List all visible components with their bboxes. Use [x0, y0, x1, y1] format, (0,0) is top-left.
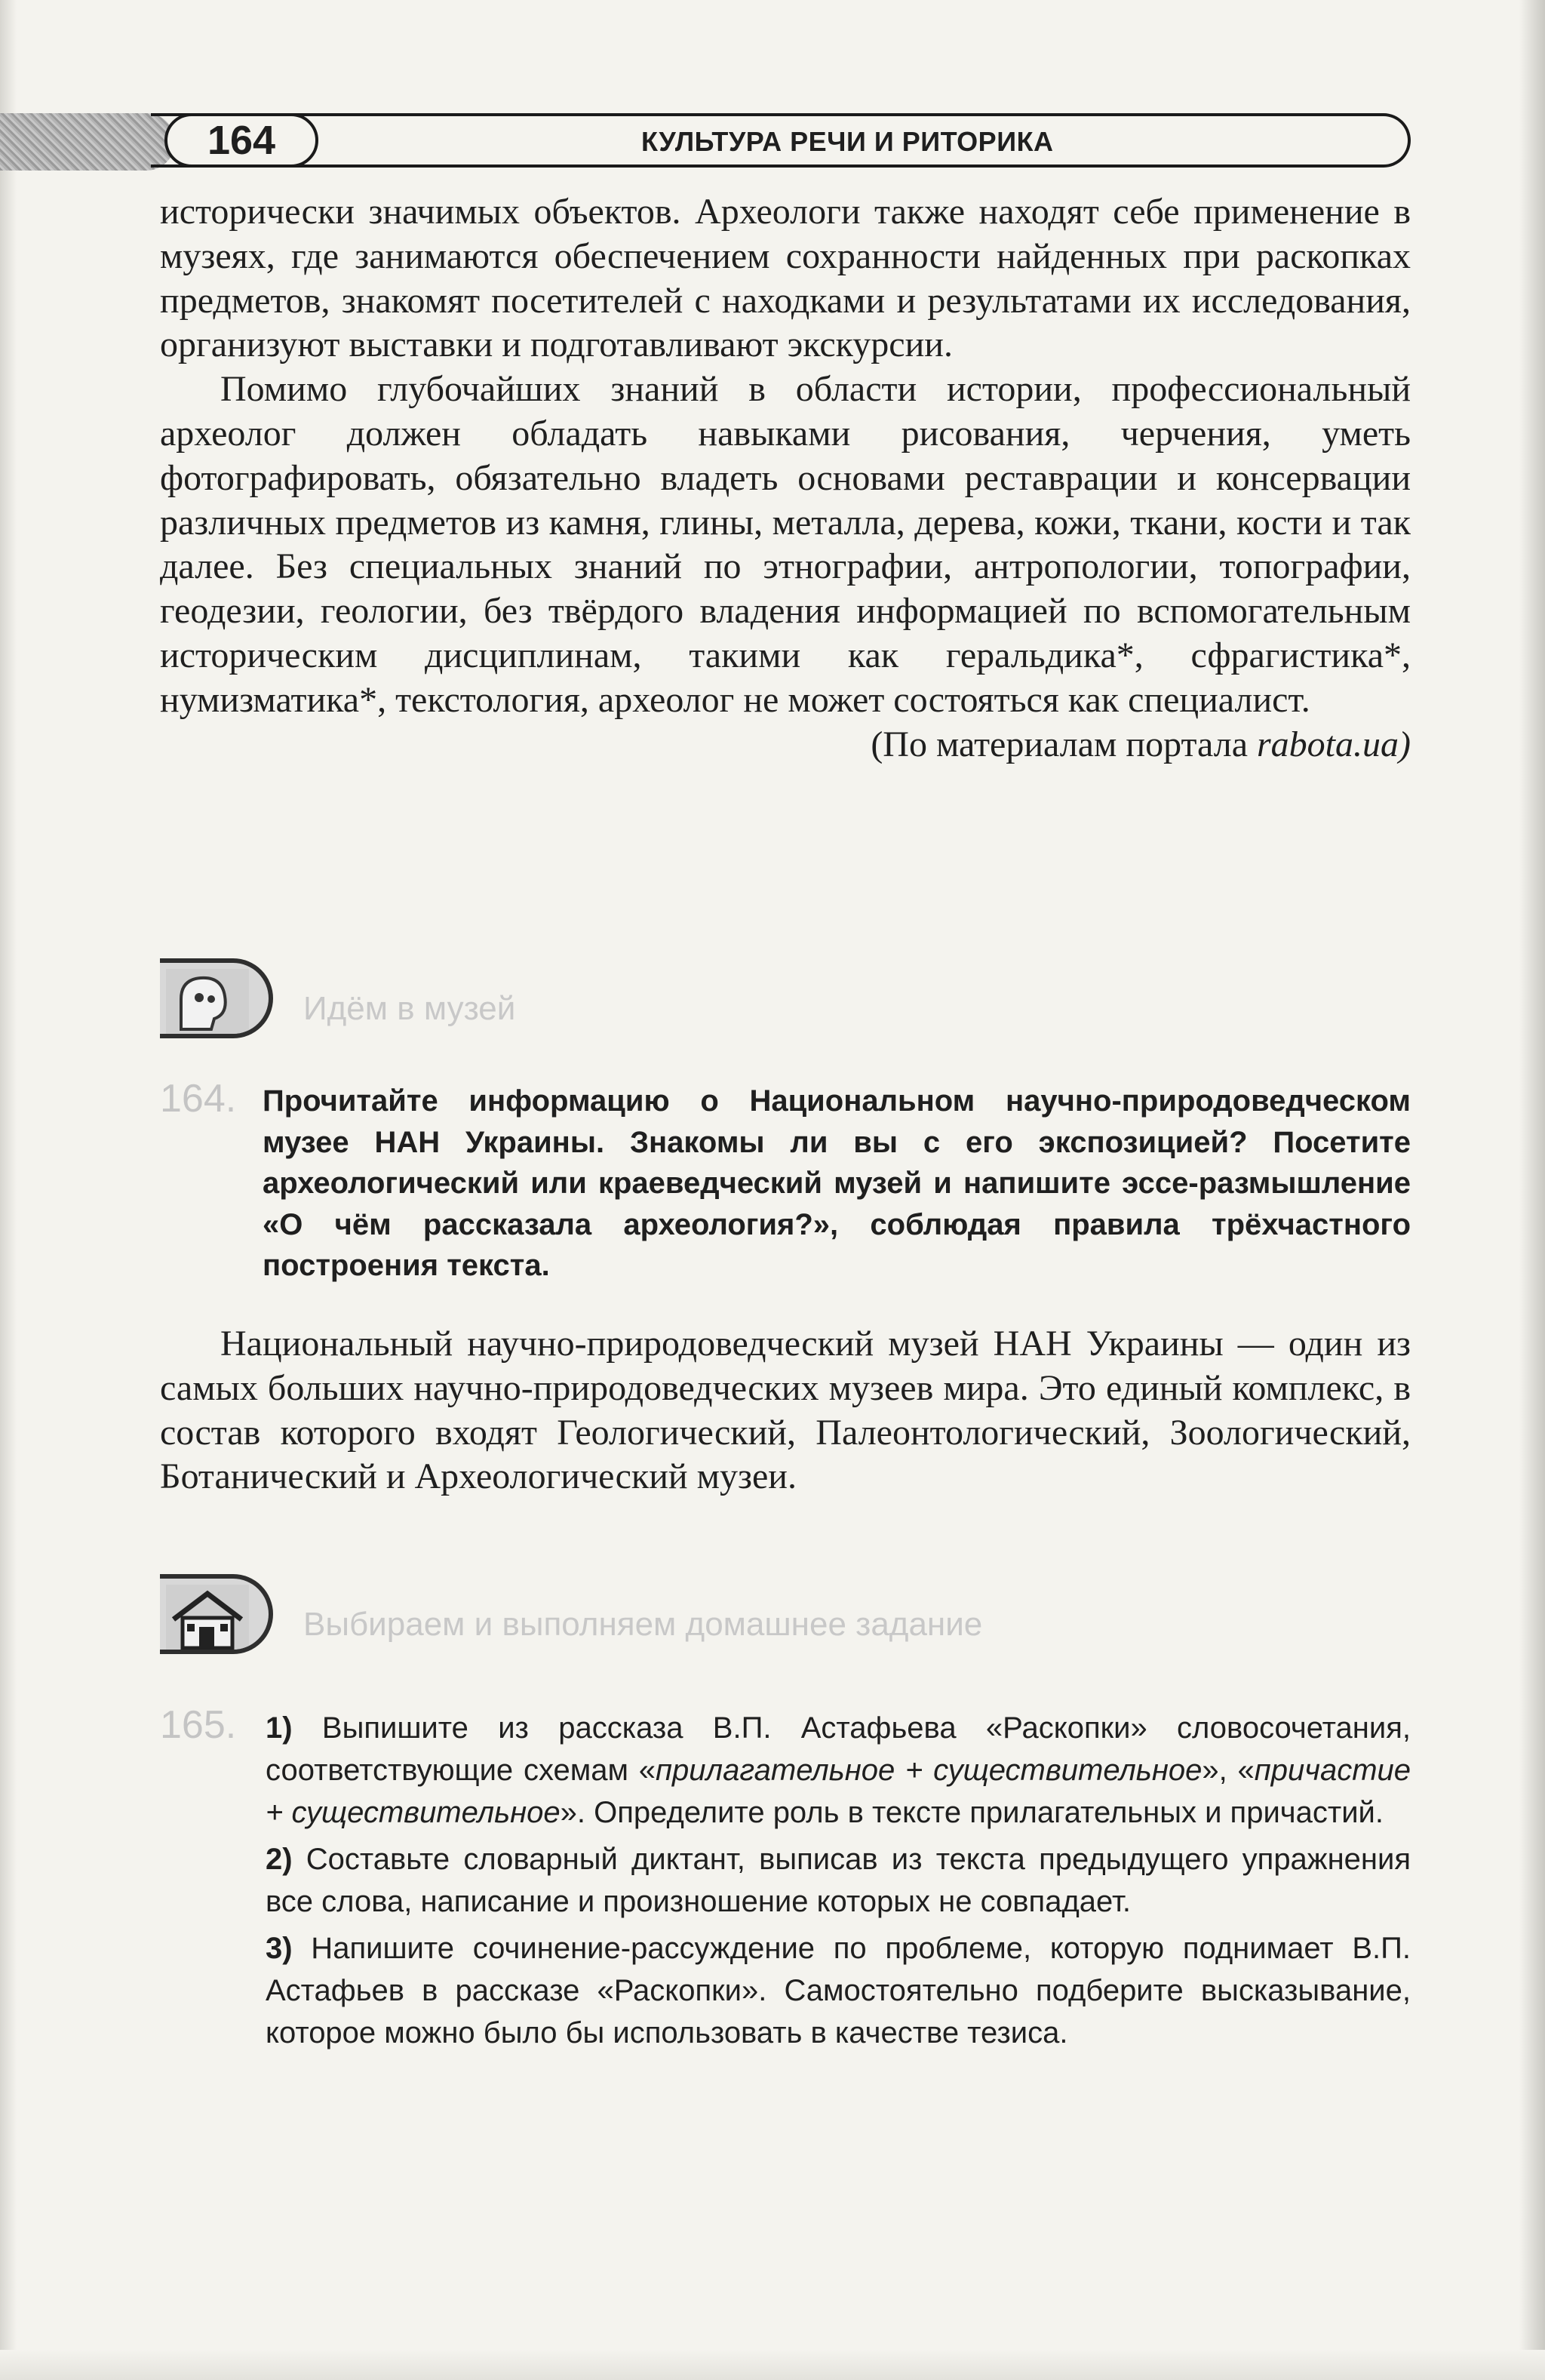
page-edge	[0, 2350, 1545, 2380]
page-number: 164	[164, 113, 318, 168]
task-2	[266, 1838, 1411, 1923]
exercise-164-text	[160, 1322, 1411, 1499]
task-number: 3)	[266, 1932, 293, 1965]
exercise-tasks	[266, 1707, 1411, 2059]
task-number: 2)	[266, 1843, 293, 1876]
paragraph: Национальный научно-природоведческий музей НАН Украины — один из самых больших научно-природоведческих музеев мира. Это единый комплекс, в состав которого входят Геологический, Палеонтологический, Зоологический, Ботанический и Археологический музеи.	[160, 1324, 1411, 1497]
task-3	[266, 1927, 1411, 2054]
section-title: Выбираем и выполняем домашнее задание	[303, 1606, 983, 1643]
task-number: 1)	[266, 1711, 293, 1745]
source-citation	[160, 723, 1411, 767]
paragraph: исторически значимых объектов. Археологи также находят себе применение в музеях, где занимаются обеспечением сохранности найденных при раскопках предметов, знакомят посетителей с находками и результатами их исследования, организуют выставки и подготавливают экскурсии.	[160, 192, 1411, 365]
task-text: Составьте словарный диктант, выписав из текста предыдущего упражнения все слова, написание и произношение которых не совпадает.	[266, 1843, 1411, 1918]
body-text-block	[160, 190, 1411, 767]
task-text: », «	[1202, 1754, 1255, 1787]
exercise-164	[160, 1077, 1412, 1330]
running-title: КУЛЬТУРА РЕЧИ И РИТОРИКА	[641, 126, 1054, 157]
task-text: Выпишите из рассказа В.П. Астафьева «Раскопки» словосочетания, соответствующие схемам «	[266, 1711, 1411, 1787]
paragraph: Помимо глубочайших знаний в области истории, профессиональный археолог должен обладать навыками рисования, черчения, уметь фотографировать, обязательно владеть основами реставрации и консервации различных предметов из камня, глины, металла, дерева, кожи, ткани, кости и так далее. Без специальных знаний по этнографии, антропологии, топографии, геодезии, геологии, без твёрдого владения информацией по вспомогательным историческим дисциплинам, такими как геральдика*, сфрагистика*, нумизматика*, текстология, археолог не может состояться как специалист.	[160, 369, 1411, 720]
task-text: Напишите сочинение-рассуждение по проблеме, которую поднимает В.П. Астафьев в рассказе «Раскопки». Самостоятельно подберите высказывание, которое можно было бы использовать в качестве тезиса.	[266, 1932, 1411, 2049]
exercise-165	[160, 1703, 1412, 2129]
page-edge	[0, 0, 17, 2380]
scheme: причастие + существительное	[266, 1754, 1411, 1829]
exercise-task: Прочитайте информацию о Национальном научно-природоведческом музее НАН Украины. Знакомы ли вы с его экспозицией? Посетите археологический или краеведческий музей и напишите эссе-размышление «О чём рассказала археология?», соблюдая правила трёхчастного построения текста.	[263, 1084, 1411, 1283]
house-icon	[160, 1574, 273, 1654]
source-site: rabota.ua)	[1257, 724, 1411, 764]
exercise-number: 164.	[160, 1077, 237, 1121]
section-heading-museum	[160, 958, 582, 1041]
header-decoration	[0, 113, 175, 171]
page-edge	[1519, 0, 1545, 2380]
source-prefix: (По материалам портала	[871, 724, 1257, 764]
section-heading-homework	[160, 1574, 1216, 1657]
task-text: ». Определите роль в тексте прилагательных и причастий.	[560, 1796, 1384, 1829]
scheme: прилагательное + существительное	[656, 1754, 1203, 1787]
exercise-number: 165.	[160, 1703, 237, 1747]
museum-icon	[160, 958, 273, 1038]
task-1	[266, 1707, 1411, 1834]
section-title: Идём в музей	[303, 990, 516, 1027]
